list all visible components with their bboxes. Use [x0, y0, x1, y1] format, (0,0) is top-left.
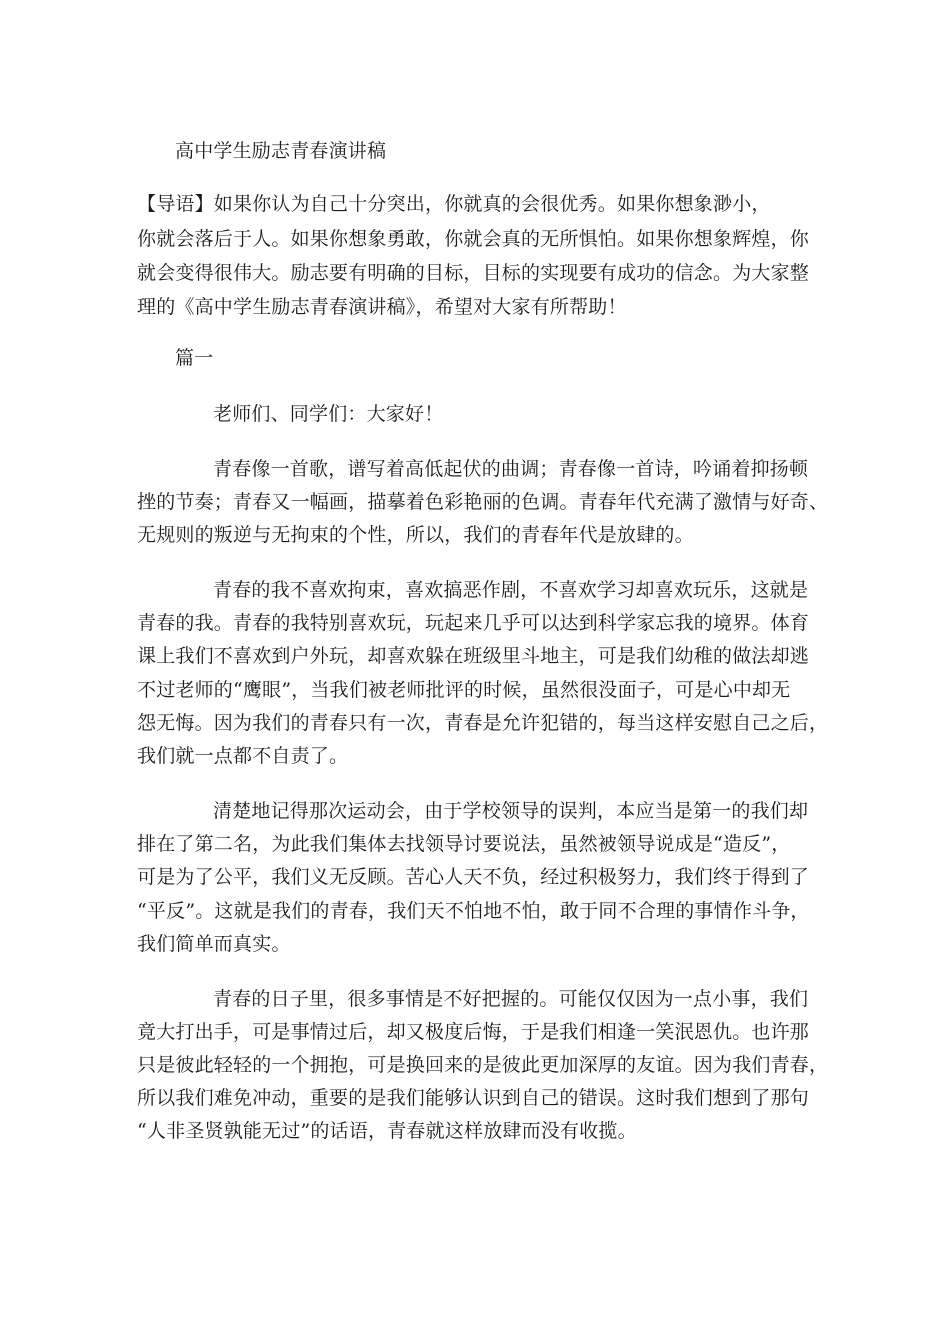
intro-line: 理的《高中学生励志青春演讲稿》，希望对大家有所帮助！ — [137, 296, 627, 318]
paragraph-line: 清楚地记得那次运动会，由于学校领导的误判，本应当是第一的我们却 — [213, 800, 809, 822]
paragraph-line: “平反”。这就是我们的青春，我们天不怕地不怕，敢于同不合理的事情作斗争， — [137, 900, 810, 922]
paragraph-line: 怨无悔。因为我们的青春只有一次，青春是允许犯错的，每当这样安慰自己之后， — [137, 712, 829, 734]
paragraph-line: “人非圣贤孰能无过”的话语，青春就这样放肆而没有收揽。 — [137, 1120, 637, 1142]
paragraph-line: 青春像一首歌，谱写着高低起伏的曲调；青春像一首诗，吟诵着抑扬顿 — [213, 458, 809, 480]
paragraph-line: 排在了第二名，为此我们集体去找领导讨要说法，虽然被领导说成是“造反”， — [137, 833, 791, 855]
paragraph-line: 无规则的叛逆与无拘束的个性，所以，我们的青春年代是放肆的。 — [137, 524, 694, 546]
paragraph-line: 可是为了公平，我们义无反顾。苦心人天不负，经过积极努力，我们终于得到了 — [137, 866, 810, 888]
paragraph-line: 我们简单而真实。 — [137, 933, 291, 955]
paragraph-line: 挫的节奏；青春又一幅画，描摹着色彩艳丽的色调。青春年代充满了激情与好奇、 — [137, 491, 829, 513]
paragraph-line: 课上我们不喜欢到户外玩，却喜欢躲在班级里斗地主，可是我们幼稚的做法却逃 — [137, 645, 810, 667]
paragraph-line: 所以我们难免冲动，重要的是我们能够认识到自己的错误。这时我们想到了那句 — [137, 1087, 810, 1109]
paragraph-line: 青春的我。青春的我特别喜欢玩，玩起来几乎可以达到科学家忘我的境界。体育 — [137, 612, 810, 634]
intro-line: 就会变得很伟大。励志要有明确的目标，目标的实现要有成功的信念。为大家整 — [137, 262, 810, 284]
paragraph-line: 青春的我不喜欢拘束，喜欢搞恶作剧，不喜欢学习却喜欢玩乐，这就是 — [213, 579, 809, 601]
greeting-line: 老师们、同学们：大家好！ — [213, 403, 444, 425]
paragraph-line: 我们就一点都不自责了。 — [137, 745, 349, 767]
paragraph-line: 竟大打出手，可是事情过后，却又极度后悔，于是我们相逢一笑泯恩仇。也许那 — [137, 1021, 810, 1043]
paragraph-line: 只是彼此轻轻的一个拥抱，可是换回来的是彼此更加深厚的友谊。因为我们青春， — [137, 1054, 829, 1076]
paragraph-line: 青春的日子里，很多事情是不好把握的。可能仅仅因为一点小事，我们 — [213, 988, 809, 1010]
paragraph-line: 不过老师的“鹰眼”，当我们被老师批评的时候，虽然很没面子，可是心中却无 — [137, 679, 791, 701]
intro-line: 你就会落后于人。如果你想象勇敢，你就会真的无所惧怕。如果你想象辉煌，你 — [137, 228, 810, 250]
section-heading: 篇一 — [175, 347, 214, 369]
document-title: 高中学生励志青春演讲稿 — [175, 140, 387, 162]
intro-line: 【导语】如果你认为自己十分突出，你就真的会很优秀。如果你想象渺小， — [137, 193, 771, 215]
